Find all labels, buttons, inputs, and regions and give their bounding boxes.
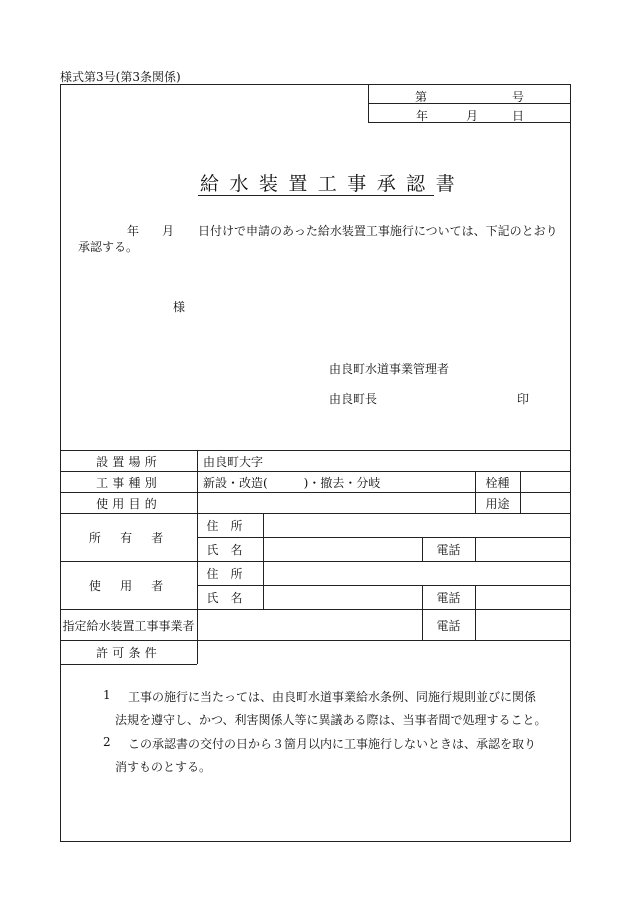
issuer-title: 由良町水道事業管理者 xyxy=(329,362,450,376)
owner-address-value[interactable] xyxy=(264,514,570,537)
contractor-label: 指定給水装置工事事業者 xyxy=(62,618,195,633)
user-name-label: 氏名 xyxy=(206,591,255,605)
condition-2-line2: 消すものとする。 xyxy=(115,760,212,774)
user-address-value[interactable] xyxy=(264,562,570,585)
use-value[interactable] xyxy=(521,493,570,513)
body-month: 月 xyxy=(162,224,175,238)
use-label: 用途 xyxy=(485,496,510,511)
owner-phone-value[interactable] xyxy=(476,538,570,561)
condition-2-line1: この承認書の交付の日から３箇月以内に工事施行しないときは、承認を取り xyxy=(128,737,537,751)
work-type-value: 新設・改造( )・撤去・分岐 xyxy=(203,475,381,490)
owner-phone-label: 電話 xyxy=(436,543,461,557)
contractor-value[interactable] xyxy=(198,610,422,640)
contractor-phone-label: 電話 xyxy=(436,618,461,633)
body-year: 年 xyxy=(127,224,140,238)
frame-top xyxy=(60,84,571,85)
site-label: 設置場所 xyxy=(96,454,161,469)
tap-type-label: 栓種 xyxy=(485,475,510,490)
owner-label: 所有者 xyxy=(88,531,183,545)
table-conditions-bottom xyxy=(60,664,197,665)
body-line1: 日付けで申請のあった給水装置工事施行については、下記のとおり xyxy=(198,224,558,238)
condition-2-num: 2 xyxy=(103,735,111,749)
date-month: 月 xyxy=(466,109,479,123)
owner-address-label: 住所 xyxy=(206,519,255,533)
user-phone-value[interactable] xyxy=(476,586,570,609)
body-line2: 承認する。 xyxy=(78,240,139,254)
document-title: 給水装置工事承認書 xyxy=(200,173,466,195)
date-day: 日 xyxy=(512,109,525,123)
purpose-value[interactable] xyxy=(198,493,475,513)
date-year: 年 xyxy=(416,109,429,123)
purpose-label: 使用目的 xyxy=(96,496,161,511)
owner-name-label: 氏名 xyxy=(206,543,255,557)
owner-name-value[interactable] xyxy=(264,538,422,561)
conditions-label: 許可条件 xyxy=(96,646,161,660)
number-dai: 第 xyxy=(415,90,428,104)
user-name-value[interactable] xyxy=(264,586,422,609)
condition-1-line1: 工事の施行に当たっては、由良町水道事業給水条例、同施行規則並びに関係 xyxy=(128,690,537,704)
frame-right xyxy=(570,84,571,842)
user-phone-label: 電話 xyxy=(436,591,461,605)
condition-1-num: 1 xyxy=(103,688,111,702)
work-type-label: 工事種別 xyxy=(96,475,161,490)
tap-type-value[interactable] xyxy=(521,472,570,492)
user-label: 使用者 xyxy=(88,579,183,593)
title-underline xyxy=(198,195,434,196)
seal-mark: 印 xyxy=(517,392,530,406)
number-go: 号 xyxy=(512,90,525,104)
number-box-mid xyxy=(368,103,571,104)
form-label: 様式第3号(第3条関係) xyxy=(60,70,181,84)
condition-1-line2: 法規を遵守し、かつ、利害関係人等に異議ある際は、当事者間で処理すること。 xyxy=(115,713,547,727)
contractor-phone-value[interactable] xyxy=(476,610,570,640)
user-address-label: 住所 xyxy=(206,567,255,581)
addressee-sama: 様 xyxy=(173,300,186,314)
frame-bottom xyxy=(60,841,571,842)
issuer-name: 由良町長 xyxy=(329,392,378,406)
site-value: 由良町大字 xyxy=(203,454,264,469)
